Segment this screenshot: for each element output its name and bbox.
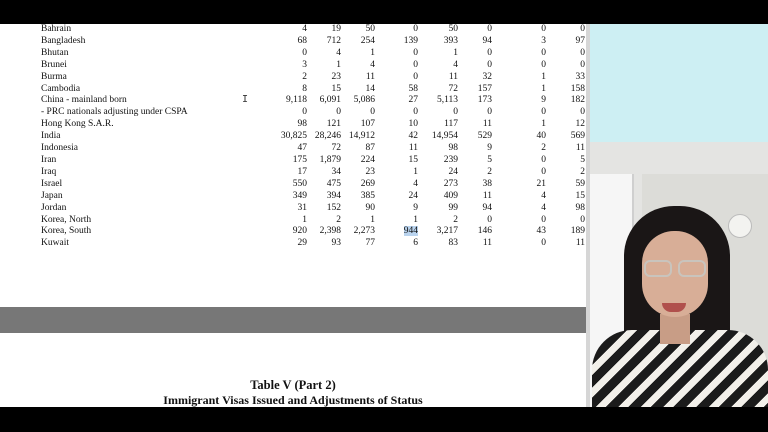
table-row xyxy=(0,131,585,143)
value-cell: 1 xyxy=(541,83,546,94)
value-cell: 1,879 xyxy=(319,154,341,165)
value-cell: 394 xyxy=(326,190,341,201)
value-cell: 15 xyxy=(331,83,341,94)
value-cell: 11 xyxy=(408,143,418,154)
value-cell: 0 xyxy=(580,24,585,34)
value-cell: 2 xyxy=(302,71,307,82)
visa-table xyxy=(0,24,585,250)
table-row xyxy=(0,60,585,72)
table-row xyxy=(0,191,585,203)
wall-clock xyxy=(728,214,752,238)
table-row xyxy=(0,203,585,215)
value-cell: 2 xyxy=(487,166,492,177)
table-row xyxy=(0,36,585,48)
value-cell: 50 xyxy=(365,24,375,34)
value-cell: 15 xyxy=(575,190,585,201)
value-cell: 5 xyxy=(487,154,492,165)
value-cell xyxy=(375,226,418,238)
country-cell: - PRC nationals adjusting under CSPA xyxy=(41,107,188,118)
table-subtitle: Immigrant Visas Issued and Adjustments of Status xyxy=(163,393,423,407)
value-cell: 42 xyxy=(408,131,418,142)
value-cell: 11 xyxy=(365,71,375,82)
value-cell: 0 xyxy=(487,24,492,34)
value-cell: 58 xyxy=(408,83,418,94)
value-cell: 29 xyxy=(297,238,307,249)
pdf-page-2 xyxy=(0,333,586,413)
value-cell: 0 xyxy=(487,214,492,225)
value-cell: 1 xyxy=(370,47,375,58)
value-cell: 3,217 xyxy=(436,226,458,237)
value-cell: 38 xyxy=(482,178,492,189)
value-cell: 4 xyxy=(541,202,546,213)
value-cell: 4 xyxy=(541,190,546,201)
country-cell: Jordan xyxy=(41,202,67,213)
value-cell: 0 xyxy=(541,107,546,118)
letterbox-top xyxy=(0,0,768,24)
table-row xyxy=(0,95,585,107)
value-cell: 10 xyxy=(408,119,418,130)
value-cell: 24 xyxy=(408,190,418,201)
table-row xyxy=(0,119,585,131)
country-cell: China - mainland born xyxy=(41,95,127,106)
value-cell: 72 xyxy=(448,83,458,94)
window-background xyxy=(590,24,768,142)
value-cell: 1 xyxy=(541,119,546,130)
value-cell: 43 xyxy=(536,226,546,237)
value-cell: 97 xyxy=(575,35,585,46)
country-cell: Japan xyxy=(41,190,63,201)
value-cell: 93 xyxy=(331,238,341,249)
value-cell: 5 xyxy=(580,154,585,165)
value-cell: 4 xyxy=(413,178,418,189)
value-cell: 98 xyxy=(575,202,585,213)
value-cell: 121 xyxy=(326,119,341,130)
value-cell: 24 xyxy=(448,166,458,177)
value-cell: 393 xyxy=(443,35,458,46)
value-cell: 1 xyxy=(413,166,418,177)
country-cell: Korea, South xyxy=(41,226,92,237)
presenter-glasses xyxy=(642,260,710,278)
value-cell: 0 xyxy=(541,59,546,70)
table-row xyxy=(0,179,585,191)
value-cell: 94 xyxy=(482,35,492,46)
value-cell: 4 xyxy=(336,47,341,58)
table-row xyxy=(0,167,585,179)
value-cell: 47 xyxy=(297,143,307,154)
value-cell: 40 xyxy=(536,131,546,142)
value-cell: 0 xyxy=(580,214,585,225)
value-cell: 6,091 xyxy=(319,95,341,106)
country-cell: Iraq xyxy=(41,166,57,177)
table-row xyxy=(0,84,585,96)
value-cell: 99 xyxy=(448,202,458,213)
value-cell: 9 xyxy=(413,202,418,213)
value-cell: 15 xyxy=(408,154,418,165)
value-cell: 157 xyxy=(477,83,492,94)
value-cell: 4 xyxy=(302,24,307,34)
value-cell: 152 xyxy=(326,202,341,213)
country-cell: Indonesia xyxy=(41,143,78,154)
text-cursor-icon: I xyxy=(242,94,249,105)
value-cell: 239 xyxy=(443,154,458,165)
value-cell: 182 xyxy=(570,95,585,106)
value-cell: 1 xyxy=(302,214,307,225)
value-cell: 475 xyxy=(326,178,341,189)
value-cell: 11 xyxy=(448,71,458,82)
value-cell: 0 xyxy=(580,59,585,70)
value-cell: 6 xyxy=(413,238,418,249)
value-cell: 1 xyxy=(453,47,458,58)
value-cell: 0 xyxy=(580,107,585,118)
country-cell: Bhutan xyxy=(41,47,69,58)
value-cell: 2 xyxy=(541,143,546,154)
value-cell: 23 xyxy=(365,166,375,177)
value-cell: 14,912 xyxy=(348,131,375,142)
table-row xyxy=(0,107,585,119)
value-cell: 14,954 xyxy=(431,131,458,142)
value-cell: 349 xyxy=(292,190,307,201)
value-cell: 0 xyxy=(302,47,307,58)
value-cell: 139 xyxy=(403,35,418,46)
value-cell: 117 xyxy=(444,119,458,130)
value-cell: 9 xyxy=(541,95,546,106)
value-cell: 0 xyxy=(336,107,341,118)
country-cell: Hong Kong S.A.R. xyxy=(41,119,114,130)
table-row xyxy=(0,155,585,167)
table-row xyxy=(0,48,585,60)
page-gap xyxy=(0,307,586,333)
value-cell: 385 xyxy=(360,190,375,201)
value-cell: 94 xyxy=(482,202,492,213)
value-cell: 146 xyxy=(477,226,492,237)
country-cell: Kuwait xyxy=(41,238,69,249)
value-cell: 9 xyxy=(487,143,492,154)
value-cell: 224 xyxy=(360,154,375,165)
value-cell: 87 xyxy=(365,143,375,154)
value-cell: 0 xyxy=(541,166,546,177)
value-cell: 31 xyxy=(297,202,307,213)
country-cell: Burma xyxy=(41,71,67,82)
value-cell: 0 xyxy=(413,59,418,70)
value-cell: 11 xyxy=(482,238,492,249)
value-cell: 12 xyxy=(575,119,585,130)
value-cell: 3 xyxy=(302,59,307,70)
value-cell: 529 xyxy=(477,131,492,142)
value-cell: 0 xyxy=(541,214,546,225)
value-cell: 920 xyxy=(292,226,307,237)
value-cell: 0 xyxy=(487,59,492,70)
value-cell: 11 xyxy=(482,119,492,130)
table-title: Table V (Part 2) xyxy=(250,378,336,392)
country-cell: Korea, North xyxy=(41,214,92,225)
value-cell: 23 xyxy=(331,71,341,82)
presenter-neck xyxy=(660,314,690,344)
value-cell: 11 xyxy=(575,238,585,249)
value-cell: 27 xyxy=(408,95,418,106)
value-cell: 8 xyxy=(302,83,307,94)
value-cell: 90 xyxy=(365,202,375,213)
country-cell: India xyxy=(41,131,61,142)
value-cell: 269 xyxy=(360,178,375,189)
value-cell: 11 xyxy=(482,190,492,201)
value-cell: 0 xyxy=(302,107,307,118)
value-cell: 0 xyxy=(541,24,546,34)
value-cell: 0 xyxy=(453,107,458,118)
value-cell: 5,113 xyxy=(436,95,458,106)
value-cell: 0 xyxy=(541,238,546,249)
value-cell: 2 xyxy=(580,166,585,177)
country-cell: Iran xyxy=(41,154,57,165)
value-cell: 77 xyxy=(365,238,375,249)
value-cell: 2,273 xyxy=(353,226,375,237)
value-cell: 0 xyxy=(413,24,418,34)
value-cell: 254 xyxy=(360,35,375,46)
country-cell: Bangladesh xyxy=(41,35,86,46)
value-cell: 175 xyxy=(292,154,307,165)
value-cell: 189 xyxy=(570,226,585,237)
table-row xyxy=(0,215,585,227)
value-cell: 1 xyxy=(541,71,546,82)
value-cell: 158 xyxy=(570,83,585,94)
value-cell: 1 xyxy=(413,214,418,225)
value-cell: 0 xyxy=(541,154,546,165)
value-cell: 30,825 xyxy=(280,131,307,142)
selected-text: 944 xyxy=(403,226,418,237)
value-cell: 0 xyxy=(487,107,492,118)
table-row xyxy=(0,226,585,238)
value-cell: 273 xyxy=(443,178,458,189)
value-cell: 59 xyxy=(575,178,585,189)
value-cell: 72 xyxy=(331,143,341,154)
value-cell: 3 xyxy=(541,35,546,46)
value-cell: 21 xyxy=(536,178,546,189)
value-cell: 0 xyxy=(541,47,546,58)
value-cell: 19 xyxy=(331,24,341,34)
value-cell: 50 xyxy=(448,24,458,34)
value-cell: 569 xyxy=(570,131,585,142)
value-cell: 17 xyxy=(297,166,307,177)
value-cell: 33 xyxy=(575,71,585,82)
webcam-overlay xyxy=(590,24,768,407)
value-cell: 173 xyxy=(477,95,492,106)
value-cell: 2,398 xyxy=(319,226,341,237)
table-row xyxy=(0,238,585,250)
value-cell: 14 xyxy=(365,83,375,94)
value-cell: 0 xyxy=(580,47,585,58)
value-cell: 0 xyxy=(413,47,418,58)
value-cell: 32 xyxy=(482,71,492,82)
value-cell: 0 xyxy=(413,107,418,118)
value-cell: 83 xyxy=(448,238,458,249)
pdf-page-1 xyxy=(0,24,586,307)
value-cell: 34 xyxy=(331,166,341,177)
value-cell: 1 xyxy=(336,59,341,70)
country-cell: Cambodia xyxy=(41,83,81,94)
value-cell: 98 xyxy=(297,119,307,130)
document-viewer[interactable] xyxy=(0,24,586,407)
value-cell: 2 xyxy=(336,214,341,225)
table-row xyxy=(0,72,585,84)
value-cell: 28,246 xyxy=(314,131,341,142)
letterbox-bottom xyxy=(0,407,768,432)
value-cell: 0 xyxy=(413,71,418,82)
value-cell: 4 xyxy=(370,59,375,70)
value-cell: 1 xyxy=(370,214,375,225)
country-cell: Israel xyxy=(41,178,63,189)
value-cell: 0 xyxy=(487,47,492,58)
value-cell: 712 xyxy=(326,35,341,46)
value-cell: 4 xyxy=(453,59,458,70)
value-cell: 9,118 xyxy=(285,95,307,106)
value-cell: 550 xyxy=(292,178,307,189)
value-cell: 107 xyxy=(360,119,375,130)
value-cell: 68 xyxy=(297,35,307,46)
country-cell: Bahrain xyxy=(41,24,72,34)
value-cell: 2 xyxy=(453,214,458,225)
value-cell: 409 xyxy=(443,190,458,201)
table-row xyxy=(0,143,585,155)
table-row xyxy=(0,24,585,36)
value-cell: 11 xyxy=(575,143,585,154)
value-cell: 98 xyxy=(448,143,458,154)
country-cell: Brunei xyxy=(41,59,67,70)
value-cell: 5,086 xyxy=(353,95,375,106)
value-cell: 0 xyxy=(370,107,375,118)
